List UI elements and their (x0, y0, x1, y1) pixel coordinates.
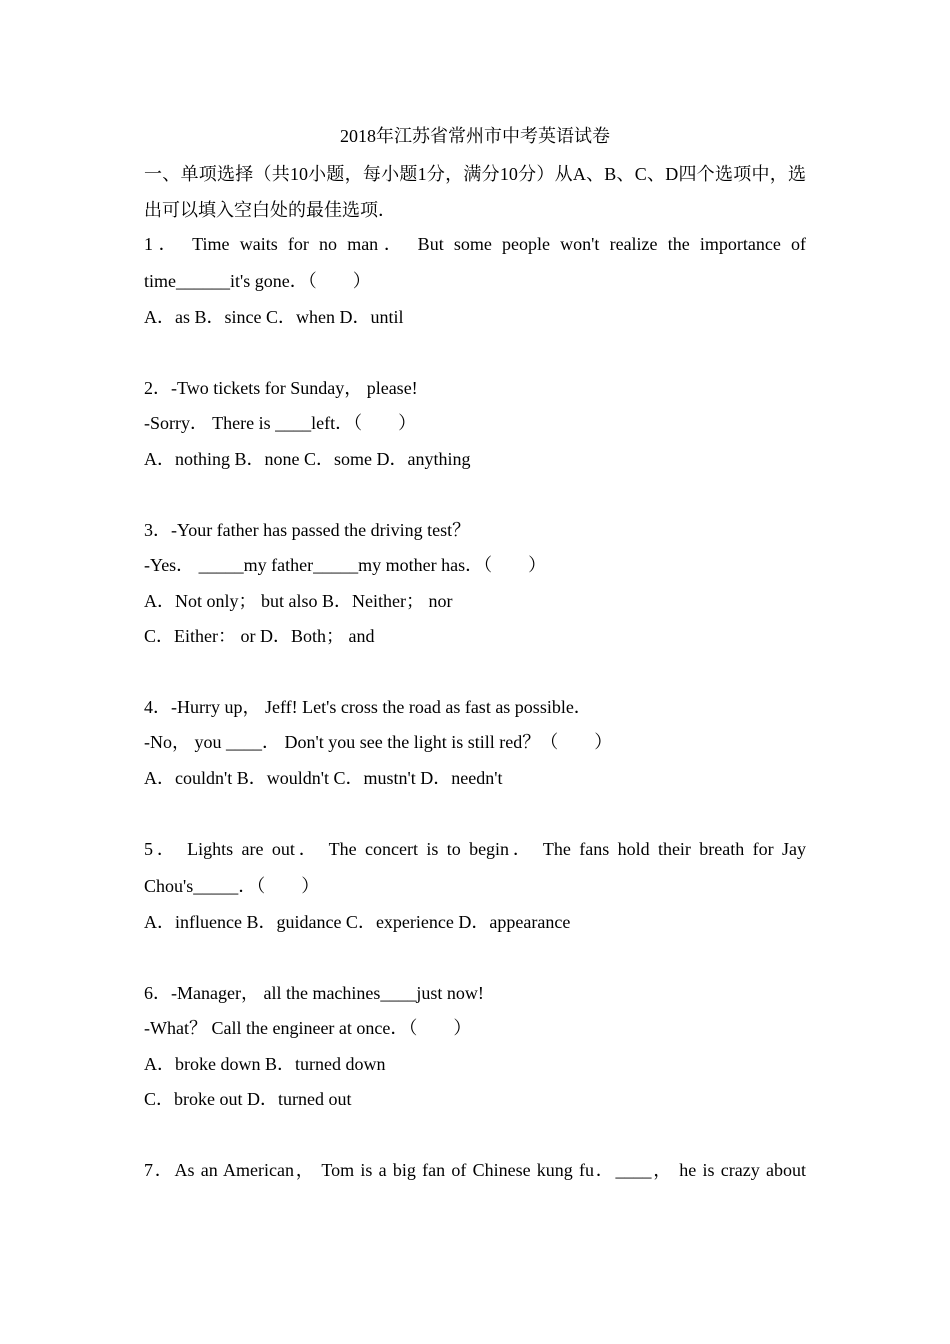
question-1-stem-line-2: time______it's gone．（ ） (144, 271, 371, 291)
question-4-stem-line-2: -No， you ____． Don't you see the light is still red？（ ） (144, 732, 613, 752)
question-2-stem-line-2: -Sorry． There is ____left．（ ） (144, 413, 417, 433)
question-2-options: A．nothing B．none C．some D．anything (144, 449, 471, 469)
question-3-stem-line-2: -Yes． _____my father_____my mother has．（ ） (144, 555, 547, 575)
question-1-stem-line-1: 1． Time waits for no man． But some people won't realize the importance of (144, 234, 806, 254)
question-6-stem-line-1: 6．-Manager， all the machines____just now! (144, 983, 484, 1003)
question-2-stem-line-1: 2．-Two tickets for Sunday， please! (144, 378, 418, 398)
question-5-stem-line-1: 5． Lights are out． The concert is to begin． The fans hold their breath for Jay (144, 839, 806, 859)
question-6-options-line-1: A．broke down B．turned down (144, 1054, 386, 1074)
question-6-stem-line-2: -What？ Call the engineer at once．（ ） (144, 1018, 472, 1038)
question-3-options-line-2: C．Either： or D．Both； and (144, 626, 375, 646)
question-3-options-line-1: A．Not only； but also B．Neither； nor (144, 591, 453, 611)
document-title: 2018年江苏省常州市中考英语试卷 (340, 126, 610, 146)
question-1-options: A．as B．since C．when D．until (144, 307, 404, 327)
question-5-options: A．influence B．guidance C．experience D．appearance (144, 912, 571, 932)
question-3-stem-line-1: 3．-Your father has passed the driving test？ (144, 520, 471, 540)
question-5-stem-line-2: Chou's_____．（ ） (144, 876, 320, 896)
question-7-stem-line-1: 7．As an American， Tom is a big fan of Chinese kung fu．____， he is crazy about (144, 1160, 806, 1180)
section-heading: 一、单项选择（共10小题，每小题1分，满分10分）从A、B、C、D四个选项中，选出可以填入空白处的最佳选项． (144, 164, 806, 220)
question-4-options: A．couldn't B．wouldn't C．mustn't D．needn't (144, 768, 503, 788)
question-6-options-line-2: C．broke out D．turned out (144, 1089, 352, 1109)
question-4-stem-line-1: 4．-Hurry up， Jeff! Let's cross the road as fast as possible． (144, 697, 592, 717)
